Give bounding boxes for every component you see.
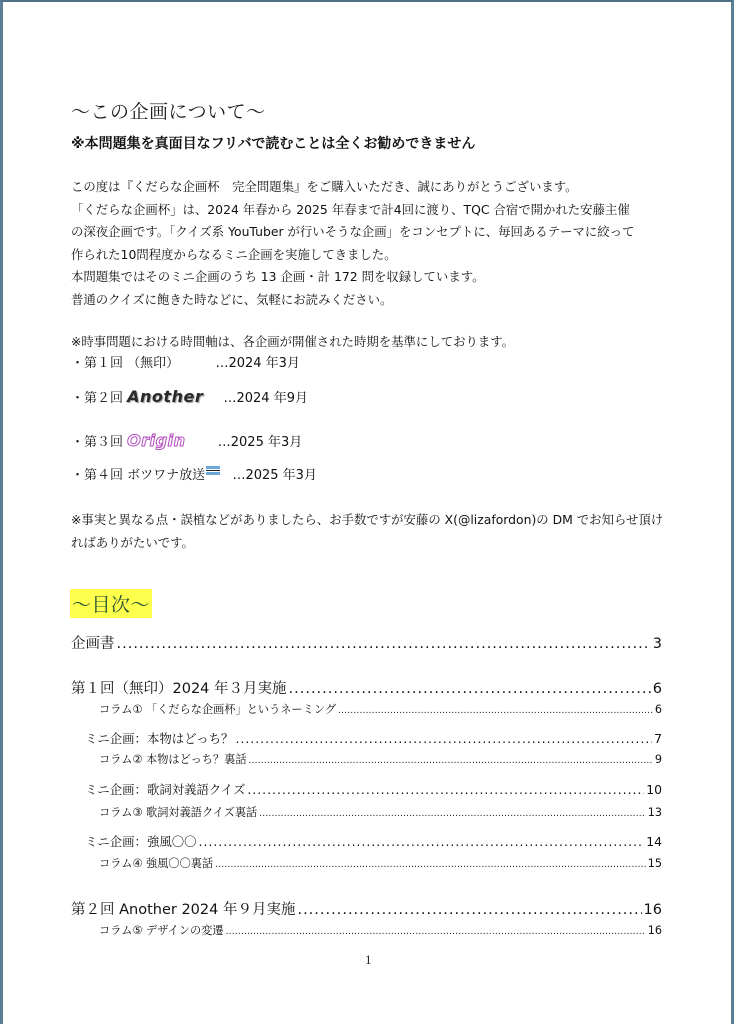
toc-entry-label: コラム① 「くだらな企画杯」というネーミング	[99, 703, 337, 716]
intro-line: 本問題集ではそのミニ企画のうち 13 企画・計 172 問を収録しています。	[71, 269, 485, 284]
toc-entry-label: コラム⑤ デザインの変遷	[99, 924, 224, 937]
toc-entry-label: ミニ企画：歌詞対義語クイズ	[85, 782, 246, 797]
toc-entry[interactable]	[99, 751, 662, 767]
intro-line: この度は『くだらな企画杯 完全問題集』をご購入いただき、誠にありがとうございます。	[71, 179, 578, 194]
toc-entry[interactable]	[85, 780, 662, 798]
session-number: ・第３回	[71, 435, 124, 450]
toc-entry-page: 3	[652, 636, 662, 652]
toc-leader-dots	[226, 927, 646, 937]
toc-entry-label: 第１回（無印）2024 年３月実施	[71, 681, 287, 697]
warning-note: ※本問題集を真面目なフリバで読むことは全くお勧めできません	[71, 136, 476, 152]
botswana-flag-icon	[206, 466, 220, 475]
toc-entry[interactable]	[85, 729, 662, 747]
intro-paragraph	[71, 176, 634, 311]
toc-entry-label: ミニ企画：本物はどっち？	[85, 731, 234, 746]
toc-entry-page: 14	[646, 834, 662, 849]
toc-entry[interactable]	[71, 632, 662, 653]
toc-entry-page: 16	[643, 902, 662, 918]
session-item-4	[71, 464, 317, 483]
toc-entry-label: 企画書	[71, 636, 115, 652]
toc-entry-page: 7	[654, 731, 662, 746]
intro-line: 「くだらな企画杯」は、2024 年春から 2025 年春まで計4回に渡り、TQC 合宿で開かれた安藤主催	[71, 201, 630, 217]
intro-line: 作られた10問程度からなるミニ企画を実施してきました。	[71, 246, 397, 262]
toc-entry-page: 6	[654, 703, 662, 716]
toc-entry-page: 16	[647, 924, 662, 937]
session-date: …2024 年3月	[215, 356, 300, 371]
toc-entry[interactable]	[99, 922, 662, 938]
session-item-1	[71, 352, 300, 371]
toc-entry[interactable]	[71, 898, 662, 919]
contact-note: ※事実と異なる点・誤植などがありましたら、お手数ですが安藤の X(@lizafordon)の DM でお知らせ頂ければありがたいです。	[71, 512, 664, 550]
toc-leader-dots	[249, 756, 653, 766]
toc-entry-page: 9	[654, 753, 662, 766]
session-number: ・第４回	[71, 468, 124, 483]
toc-entry-page: 10	[646, 782, 662, 797]
session-name: ボツワナ放送	[127, 468, 206, 483]
toc-entry-label: ミニ企画：強風〇〇	[85, 834, 197, 849]
session-number: ・第１回	[71, 356, 124, 371]
toc-leader-dots	[199, 834, 645, 849]
toc-leader-dots	[247, 782, 644, 797]
toc-entry-page: 13	[647, 806, 662, 819]
toc-entry-page: 15	[647, 857, 662, 870]
session-date: …2025 年3月	[217, 435, 303, 450]
toc-entry-label: コラム③ 歌詞対義語クイズ裏話	[99, 806, 258, 819]
toc-entry[interactable]	[99, 701, 662, 717]
toc-leader-dots	[297, 902, 641, 918]
session-logo-another: Another	[127, 387, 204, 406]
session-name: （無印）	[127, 356, 180, 371]
toc-leader-dots	[235, 731, 652, 746]
session-date: …2024 年9月	[223, 391, 308, 406]
intro-line: の深夜企画です。「クイズ系 YouTuber が行いそうな企画」をコンセプトに、毎回あるテーマに絞って	[71, 224, 635, 239]
intro-line: 普通のクイズに飽きた時などに、気軽にお読みください。	[71, 291, 393, 307]
toc-entry-label: 第２回 Another 2024 年９月実施	[71, 902, 296, 918]
section-heading-about: ～この企画について～	[71, 101, 266, 123]
page-number: 1	[365, 952, 372, 967]
session-date: …2025 年3月	[232, 468, 317, 483]
session-item-3	[71, 431, 302, 450]
toc-entry-label: コラム② 本物はどっち？裏話	[99, 753, 247, 766]
toc-entry-page: 6	[652, 681, 662, 697]
toc-leader-dots	[259, 809, 646, 819]
toc-entry[interactable]	[99, 804, 662, 820]
toc-entry[interactable]	[85, 832, 662, 850]
session-item-2	[71, 387, 308, 406]
toc-heading: ～目次～	[70, 589, 152, 618]
toc-entry[interactable]	[71, 677, 662, 698]
toc-leader-dots	[289, 681, 651, 697]
toc-entry-label: コラム④ 強風〇〇裏話	[99, 857, 214, 870]
toc-leader-dots	[117, 636, 651, 652]
toc-leader-dots	[338, 706, 653, 716]
toc-entry[interactable]	[99, 855, 662, 871]
session-logo-origin: Origin	[127, 431, 186, 450]
time-note: ※時事問題における時間軸は、各企画が開催された時期を基準にしております。	[71, 334, 515, 349]
toc-leader-dots	[215, 860, 646, 870]
session-number: ・第２回	[71, 391, 124, 406]
